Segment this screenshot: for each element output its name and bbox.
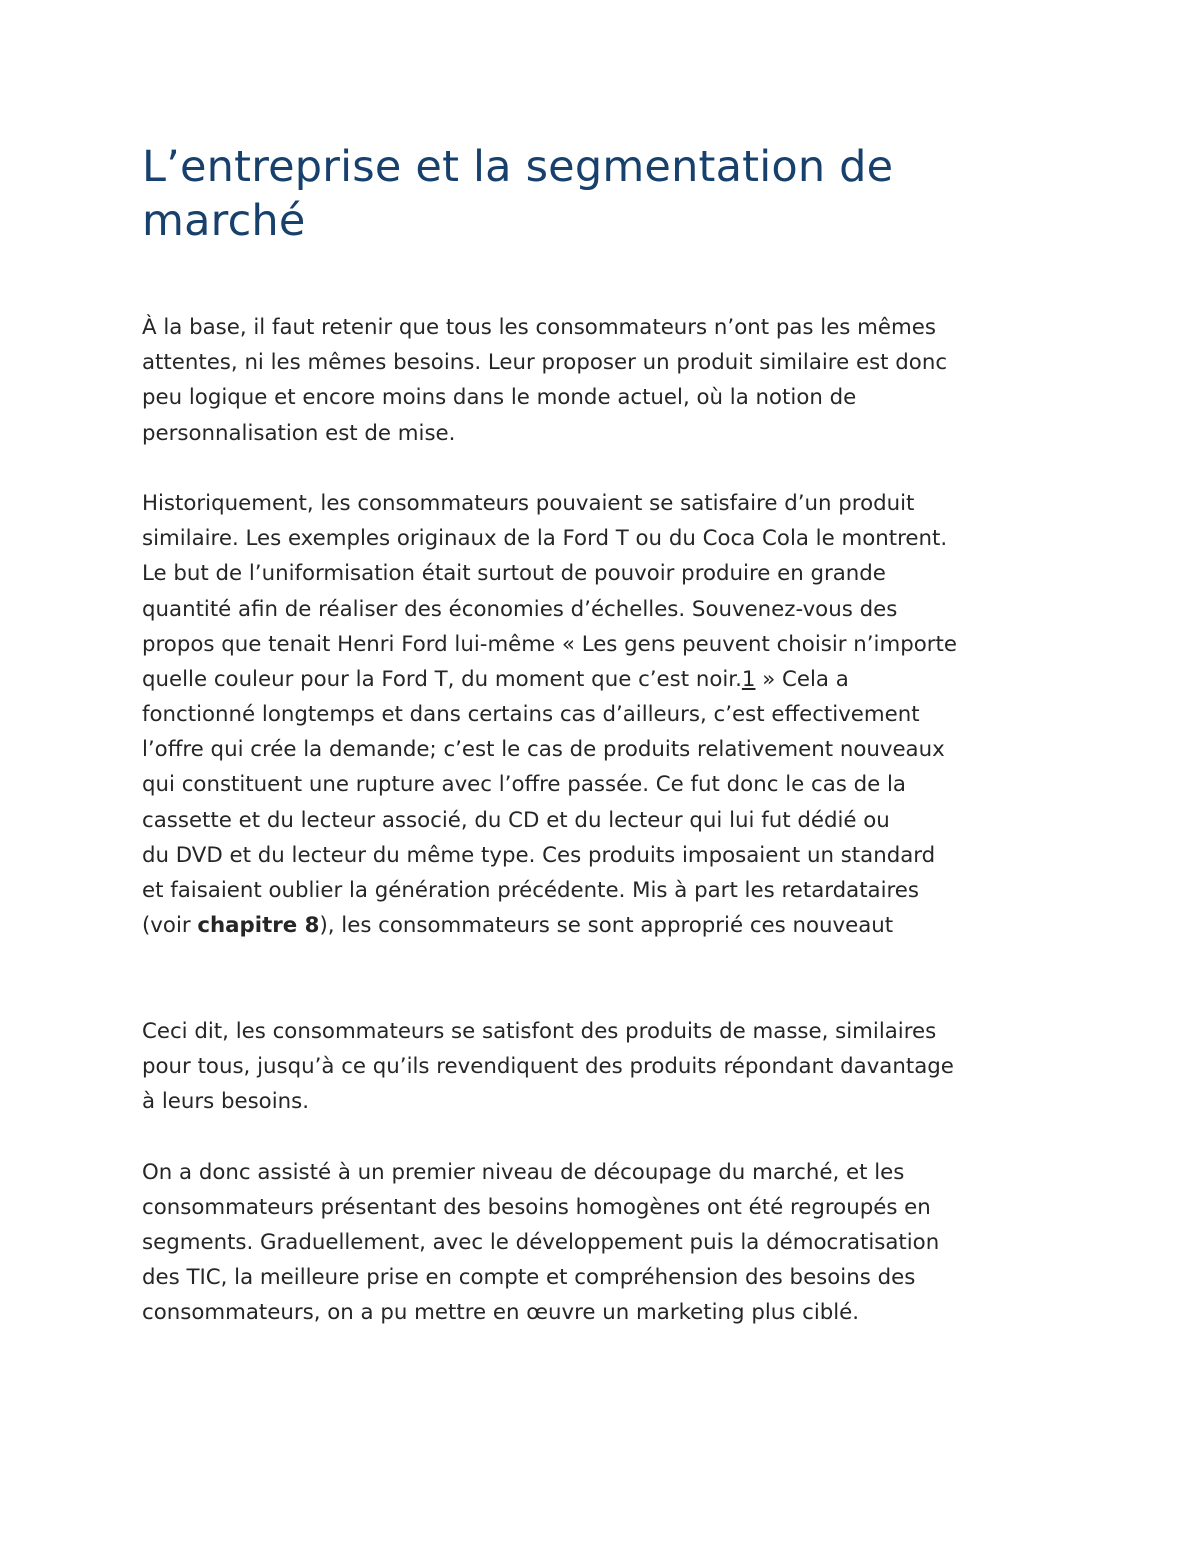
text-segment: ), les consommateurs se sont approprié ces nouveaut xyxy=(319,913,894,939)
text-line: propos que tenait Henri Ford lui-même « Les gens peuvent choisir n’importe xyxy=(142,631,957,657)
text-segment: (voir xyxy=(142,913,198,939)
text-line: du DVD et du lecteur du même type. Ces produits imposaient un standard xyxy=(142,842,936,868)
text-line: quantité afin de réaliser des économies d’échelles. Souvenez-vous des xyxy=(142,596,898,622)
chapter-reference: chapitre 8 xyxy=(197,913,320,939)
text-line: personnalisation est de mise. xyxy=(142,420,456,446)
document-title xyxy=(142,140,1072,248)
text-line: consommateurs, on a pu mettre en œuvre un marketing plus ciblé. xyxy=(142,1300,860,1326)
text-line: peu logique et encore moins dans le monde actuel, où la notion de xyxy=(142,385,857,411)
text-line: segments. Graduellement, avec le développement puis la démocratisation xyxy=(142,1229,940,1255)
title-line: marché xyxy=(142,196,306,246)
footnote-link[interactable]: 1 xyxy=(741,666,756,692)
paragraph-intro xyxy=(142,310,1072,451)
text-line-with-footnote xyxy=(142,662,1072,697)
text-line: Ceci dit, les consommateurs se satisfont des produits de masse, similaires xyxy=(142,1018,937,1044)
text-line: cassette et du lecteur associé, du CD et du lecteur qui lui fut dédié ou xyxy=(142,807,890,833)
paragraph-mass-products xyxy=(142,1014,1072,1120)
text-line: À la base, il faut retenir que tous les consommateurs n’ont pas les mêmes xyxy=(142,315,936,340)
text-segment: » Cela a xyxy=(755,666,849,692)
text-line: similaire. Les exemples originaux de la Ford T ou du Coca Cola le montrent. xyxy=(142,526,948,552)
title-line: L’entreprise et la segmentation de xyxy=(142,142,894,192)
text-line: attentes, ni les mêmes besoins. Leur proposer un produit similaire est donc xyxy=(142,350,948,376)
text-line: et faisaient oublier la génération précédente. Mis à part les retardataires xyxy=(142,878,919,903)
text-line: On a donc assisté à un premier niveau de découpage du marché, et les xyxy=(142,1159,905,1185)
text-line: pour tous, jusqu’à ce qu’ils revendiquent des produits répondant davantage xyxy=(142,1053,954,1079)
text-line: Le but de l’uniformisation était surtout de pouvoir produire en grande xyxy=(142,561,886,587)
text-line: fonctionné longtemps et dans certains cas d’ailleurs, c’est effectivement xyxy=(142,702,920,728)
text-segment: quelle couleur pour la Ford T, du moment que c’est noir. xyxy=(142,666,742,692)
text-line: à leurs besoins. xyxy=(142,1089,309,1115)
text-line: l’offre qui crée la demande; c’est le cas de produits relativement nouveaux xyxy=(142,737,945,763)
document-page xyxy=(142,140,1072,1366)
text-line: qui constituent une rupture avec l’offre passée. Ce fut donc le cas de la xyxy=(142,772,906,798)
text-line: des TIC, la meilleure prise en compte et compréhension des besoins des xyxy=(142,1265,916,1291)
text-line: Historiquement, les consommateurs pouvaient se satisfaire d’un produit xyxy=(142,490,915,516)
paragraph-history xyxy=(142,486,1072,943)
text-line: consommateurs présentant des besoins homogènes ont été regroupés en xyxy=(142,1194,931,1220)
text-line-with-bold xyxy=(142,908,1072,943)
paragraph-segmentation xyxy=(142,1155,1072,1331)
